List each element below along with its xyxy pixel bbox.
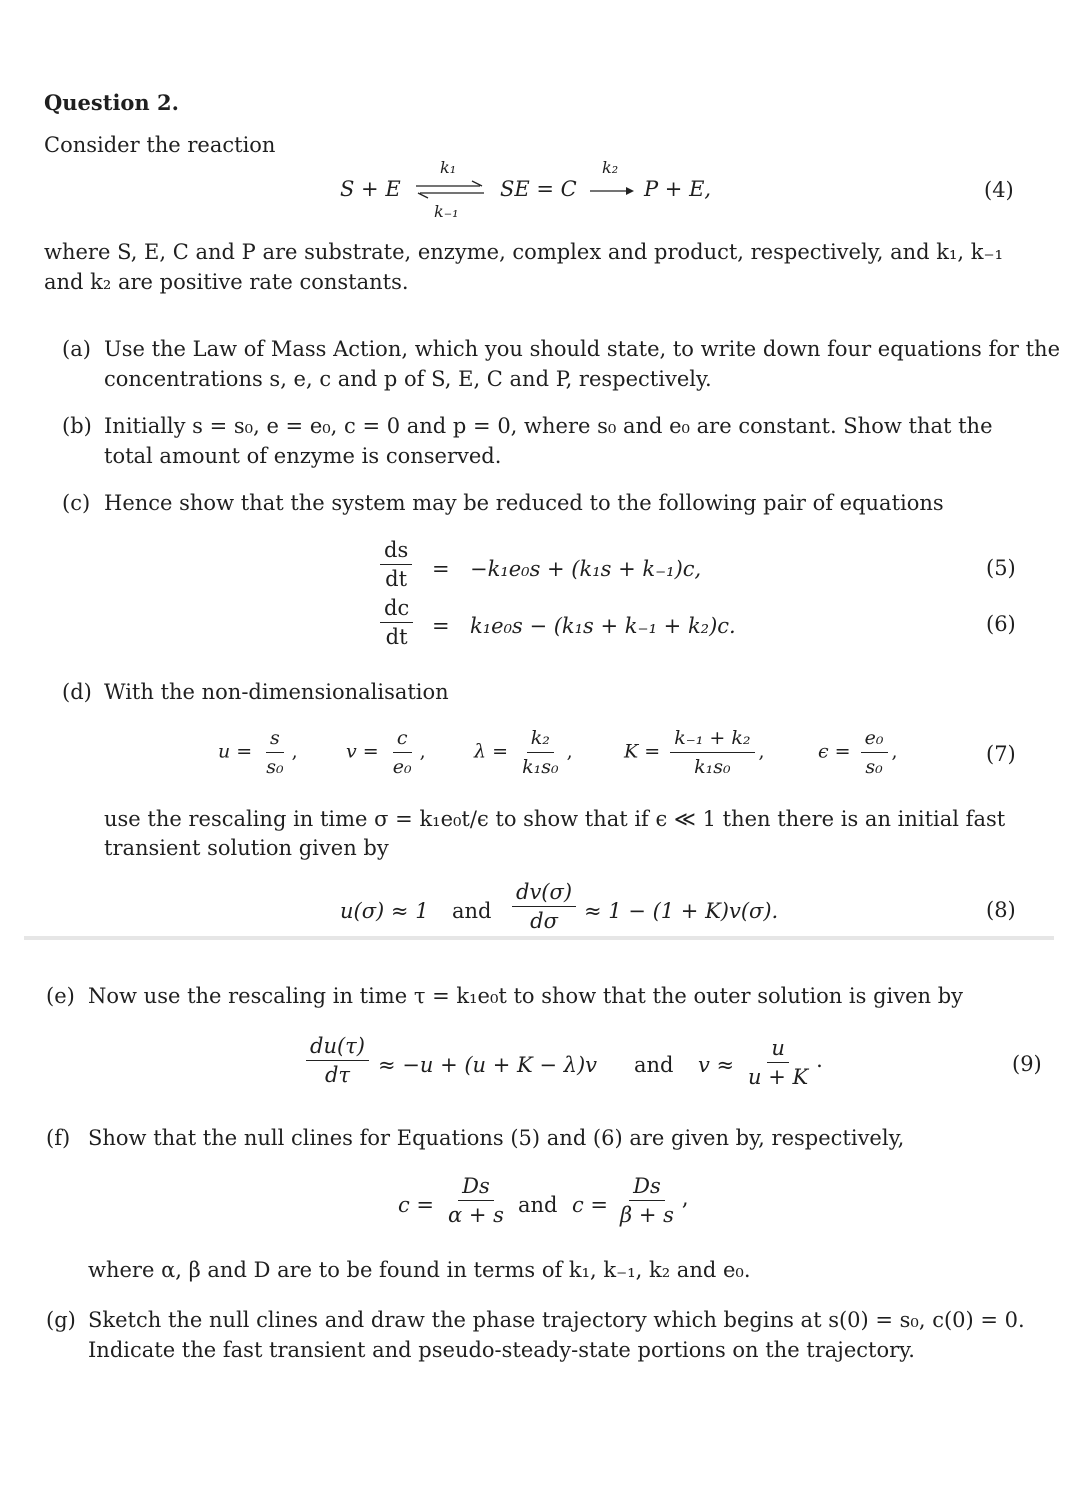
where-text-line2: and k₂ are positive rate constants.: [44, 270, 409, 294]
K-numerator: k₋₁ + k₂: [670, 726, 754, 753]
lambda-denominator: k₁s₀: [522, 756, 559, 778]
eq6-number: (6): [986, 612, 1016, 636]
eq9-and: and: [634, 1053, 674, 1077]
lambda-comma: ,: [566, 740, 573, 763]
K-definition: [624, 726, 765, 779]
part-a-line2: concentrations s, e, c and p of S, E, C and P, respectively.: [104, 367, 712, 391]
forward-arrow-icon: [588, 184, 638, 198]
part-a-line1: Use the Law of Mass Action, which you should state, to write down four equations for the: [104, 337, 1061, 361]
eq6-numerator: dc: [380, 596, 413, 623]
eq8-lhs: u(σ) ≈ 1: [340, 899, 429, 923]
eq8-number: (8): [986, 898, 1016, 922]
eq6-rhs: k₁e₀s − (k₁s + k₋₁ + k₂)c.: [470, 614, 736, 638]
question-title: Question 2.: [44, 90, 179, 115]
eq9-middle: ≈ −u + (u + K − λ)v: [378, 1053, 598, 1077]
epsilon-lhs: ϵ =: [818, 740, 851, 763]
eq6-denominator: dt: [385, 625, 408, 649]
part-b-label: (b): [62, 414, 92, 438]
u-definition: [218, 726, 298, 779]
eq5-denominator: dt: [385, 567, 408, 591]
eq8-fraction: [508, 880, 580, 933]
epsilon-numerator: e₀: [861, 726, 888, 753]
part-f-line2: where α, β and D are to be found in terms of k₁, k₋₁, k₂ and e₀.: [88, 1258, 751, 1282]
part-e-line1: Now use the rescaling in time τ = k₁e₀t to show that the outer solution is given by: [88, 984, 964, 1008]
part-d-label: (d): [62, 680, 92, 704]
v-numerator: c: [393, 726, 412, 753]
rate-k2: k₂: [602, 158, 619, 177]
part-g-line1: Sketch the null clines and draw the phase trajectory which begins at s(0) = s₀, c(0) = 0.: [88, 1308, 1025, 1332]
K-comma: ,: [758, 740, 765, 763]
eq8-and: and: [452, 899, 492, 923]
rate-k1: k₁: [440, 158, 457, 177]
eq7-number: (7): [986, 742, 1016, 766]
v-lhs: v =: [346, 740, 379, 763]
where-text-line1: where S, E, C and P are substrate, enzyme, complex and product, respectively, and k₁, k₋₁: [44, 240, 1003, 264]
K-denominator: k₁s₀: [694, 756, 731, 778]
eq9-rhs-numerator: u: [767, 1036, 789, 1063]
epsilon-comma: ,: [891, 740, 898, 763]
nullcline2-fraction: [612, 1174, 689, 1227]
eq8-denominator: dσ: [530, 909, 558, 933]
eq6-equals: =: [432, 614, 450, 638]
eq9-lhs-fraction: [302, 1034, 373, 1087]
part-b-line2: total amount of enzyme is conserved.: [104, 444, 502, 468]
u-comma: ,: [291, 740, 298, 763]
eq6-lhs: [376, 596, 417, 649]
part-b-line1: Initially s = s₀, e = e₀, c = 0 and p = 0, where s₀ and e₀ are constant. Show that the: [104, 414, 993, 438]
eq5-number: (5): [986, 556, 1016, 580]
eq5-rhs: −k₁e₀s + (k₁s + k₋₁)c,: [470, 557, 702, 581]
reaction-left: S + E: [340, 177, 401, 201]
epsilon-definition: [818, 726, 898, 779]
v-definition: [346, 726, 426, 779]
page-divider: [24, 936, 1054, 940]
part-f-label: (f): [46, 1126, 71, 1150]
eq9-rhs-fraction: [740, 1036, 823, 1089]
eq9-rhs-denominator: u + K: [748, 1065, 809, 1089]
reaction-middle: SE = C: [500, 177, 577, 201]
u-denominator: s₀: [266, 756, 284, 778]
eq5-lhs: [376, 538, 416, 591]
nullcline1-numerator: Ds: [458, 1174, 494, 1201]
u-lhs: u =: [218, 740, 253, 763]
reaction-equation: [340, 158, 740, 228]
u-numerator: s: [266, 726, 284, 753]
K-lhs: K =: [624, 740, 661, 763]
eq9-numerator: du(τ): [306, 1034, 369, 1061]
part-d-line2: use the rescaling in time σ = k₁e₀t/ϵ to show that if ϵ ≪ 1 then there is an initial fast: [104, 807, 1006, 831]
reaction-right: P + E,: [644, 177, 712, 201]
nullcline-and: and: [518, 1193, 558, 1217]
v-denominator: e₀: [392, 756, 412, 778]
part-g-label: (g): [46, 1308, 76, 1332]
nullcline1-lhs: c =: [398, 1193, 435, 1217]
eq9-number: (9): [1012, 1052, 1042, 1076]
epsilon-denominator: s₀: [865, 756, 883, 778]
rate-k-minus1: k₋₁: [434, 202, 459, 221]
eq4-number: (4): [984, 178, 1014, 202]
nullcline1-denominator: α + s: [448, 1203, 504, 1227]
v-comma: ,: [419, 740, 426, 763]
nullcline1-fraction: [440, 1174, 512, 1227]
nullcline2-lhs: c =: [572, 1193, 609, 1217]
part-e-label: (e): [46, 984, 75, 1008]
part-c-label: (c): [62, 491, 91, 515]
nullcline2-numerator: Ds: [629, 1174, 665, 1201]
part-f-line1: Show that the null clines for Equations (5) and (6) are given by, respectively,: [88, 1126, 905, 1150]
intro-text: Consider the reaction: [44, 133, 276, 157]
nullcline-comma: ,: [681, 1186, 689, 1210]
eq8-numerator: dv(σ): [512, 880, 576, 907]
eq5-equals: =: [432, 557, 450, 581]
equilibrium-arrow-icon: [414, 180, 488, 200]
part-d-line3: transient solution given by: [104, 836, 389, 860]
lambda-definition: [474, 726, 573, 779]
eq9-denominator: dτ: [324, 1063, 351, 1087]
eq8-rhs: ≈ 1 − (1 + K)v(σ).: [584, 899, 779, 923]
lambda-numerator: k₂: [527, 726, 554, 753]
part-a-label: (a): [62, 337, 91, 361]
lambda-lhs: λ =: [474, 740, 509, 763]
part-g-line2: Indicate the fast transient and pseudo-steady-state portions on the trajectory.: [88, 1338, 915, 1362]
part-d-line1: With the non-dimensionalisation: [104, 680, 449, 704]
eq9-dot: .: [816, 1048, 823, 1072]
eq9-v: v ≈: [698, 1053, 735, 1077]
part-c-line1: Hence show that the system may be reduced to the following pair of equations: [104, 491, 944, 515]
nullcline2-denominator: β + s: [620, 1203, 674, 1227]
eq5-numerator: ds: [380, 538, 412, 565]
